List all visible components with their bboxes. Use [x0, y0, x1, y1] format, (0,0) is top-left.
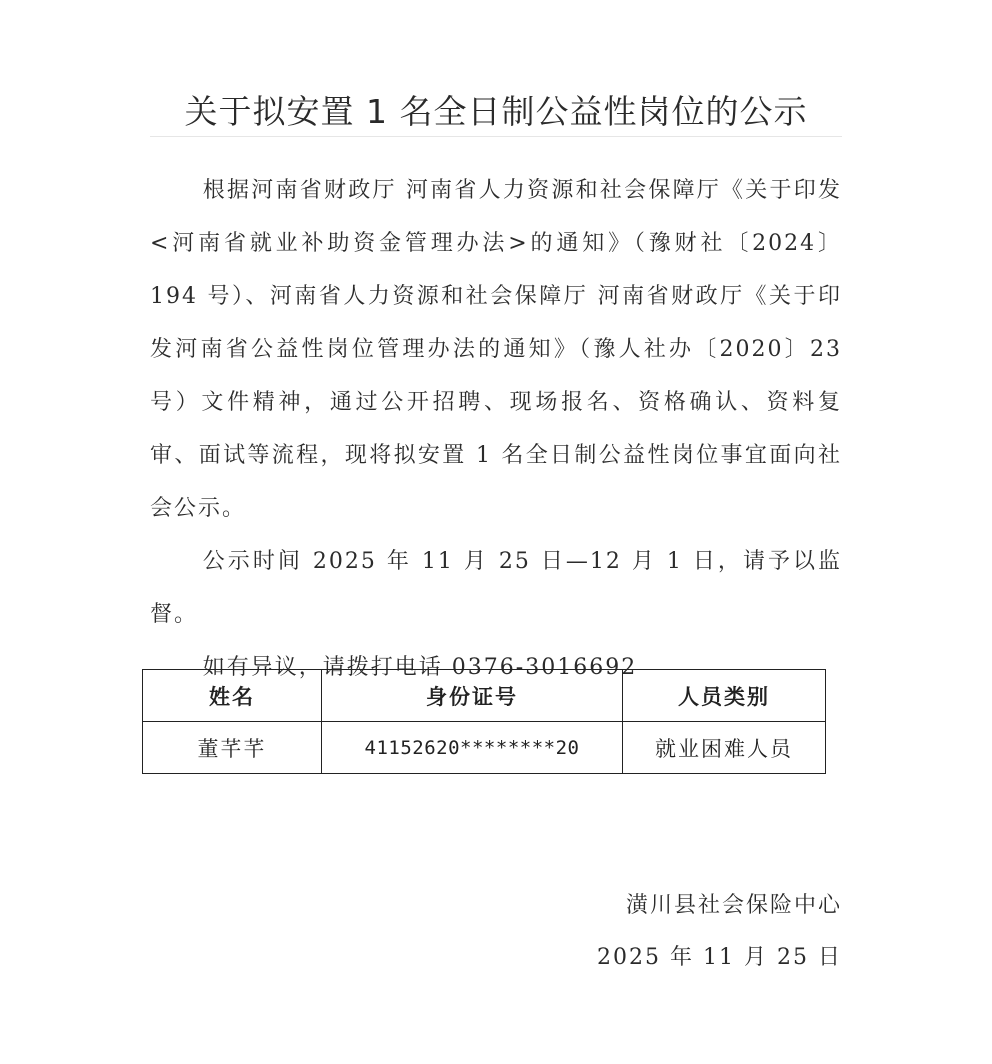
table-header-row — [143, 670, 826, 722]
cell-id-number: 41152620********20 — [322, 722, 623, 774]
table-row — [143, 722, 826, 774]
personnel-table — [142, 669, 826, 774]
document-body — [150, 164, 842, 694]
signature-organization: 潢川县社会保险中心 — [625, 893, 842, 918]
body-paragraph-basis: 根据河南省财政厅 河南省人力资源和社会保障厅《关于印发<河南省就业补助资金管理办法>的通知》（豫财社〔2024〕194 号）、河南省人力资源和社会保障厅 河南省财政厅《关于印发河南省公益性岗位管理办法的通知》（豫人社办〔2020〕23 号）文件精神，通过公开招聘、现场报名、资格确认、资料复审、面试等流程，现将拟安置 1 名全日制公益性岗位事宜面向社会公示。 — [150, 178, 842, 521]
personnel-table-container — [142, 669, 826, 774]
signature-date: 2025 年 11 月 25 日 — [597, 945, 842, 970]
cell-category: 就业困难人员 — [623, 722, 826, 774]
cell-name: 董芊芊 — [143, 722, 322, 774]
header-name: 姓名 — [143, 670, 322, 722]
document-title: 关于拟安置 1 名全日制公益性岗位的公示 — [184, 92, 808, 131]
body-paragraph-contact: 如有异议，请拨打电话 0376-3016692 — [202, 655, 638, 680]
header-category: 人员类别 — [623, 670, 826, 722]
body-paragraph-period: 公示时间 2025 年 11 月 25 日—12 月 1 日，请予以监督。 — [150, 549, 842, 627]
header-id-number: 身份证号 — [322, 670, 623, 722]
title-divider — [150, 136, 842, 137]
